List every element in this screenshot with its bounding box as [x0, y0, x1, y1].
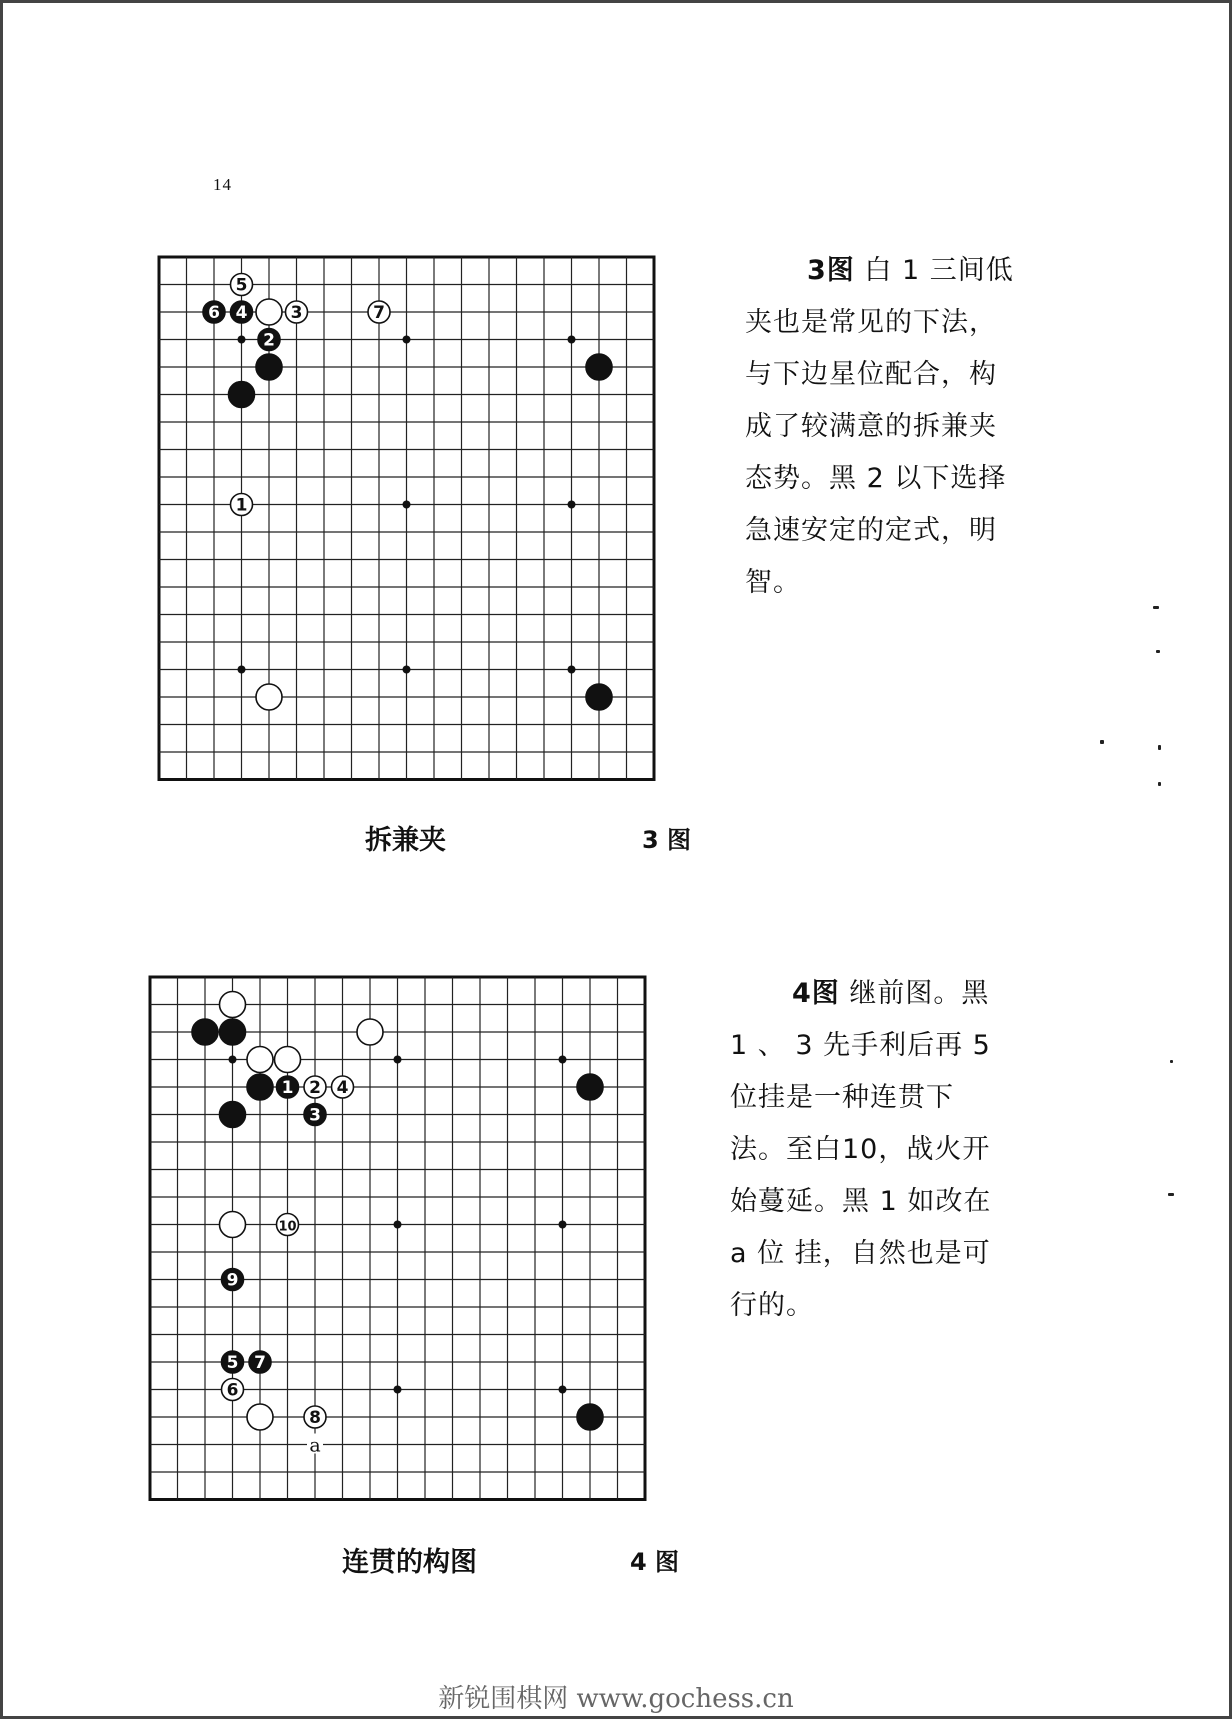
star-point	[568, 666, 576, 674]
star-point	[568, 336, 576, 344]
move-number: 2	[309, 1078, 321, 1098]
figure-caption-4: 连贯的构图	[342, 1547, 477, 1578]
go-board-diagram-4	[146, 973, 694, 1533]
white-stone	[275, 1047, 301, 1073]
move-number: 4	[235, 303, 248, 323]
scan-speck	[1156, 650, 1160, 653]
white-stone	[220, 992, 246, 1018]
black-stone	[220, 1019, 246, 1045]
commentary-lead-3: 3图	[807, 255, 855, 286]
star-point	[559, 1221, 567, 1229]
commentary-body-3: 白 1 三间低夹也是常见的下法，与下边星位配合，构成了较满意的拆兼夹态势。黑 2 以下选择急速安定的定式，明智。	[745, 255, 1014, 598]
white-stone	[247, 1404, 273, 1430]
move-number: 1	[235, 495, 248, 516]
star-point	[394, 1056, 402, 1064]
scan-speck	[1100, 740, 1104, 744]
black-stone	[220, 1102, 246, 1128]
star-point	[403, 666, 411, 674]
black-stone	[247, 1074, 273, 1100]
star-point	[559, 1056, 567, 1064]
move-number: 2	[263, 330, 275, 351]
star-point	[403, 501, 411, 509]
move-number: 6	[208, 303, 220, 323]
move-number: 10	[278, 1219, 297, 1235]
move-number: 7	[254, 1353, 266, 1373]
scan-speck	[1153, 606, 1159, 609]
commentary-body-4: 继前图。黑 1 、 3 先手利后再 5 位挂是一种连贯下法。至白10，战火开始蔓延。黑 1 如改在a 位 挂，自然也是可行的。	[730, 978, 992, 1321]
move-number: 7	[373, 303, 385, 323]
black-stone	[586, 684, 612, 710]
move-number: 1	[281, 1078, 294, 1098]
move-number: 4	[336, 1078, 349, 1098]
commentary-4	[730, 968, 1000, 1332]
black-stone	[229, 382, 255, 408]
commentary-3	[745, 245, 1015, 609]
scan-speck	[1158, 745, 1161, 750]
figure-label-3: 3 图	[642, 826, 692, 854]
white-stone	[220, 1212, 246, 1238]
move-number: 9	[226, 1270, 239, 1291]
star-point	[238, 666, 246, 674]
star-point	[238, 336, 246, 344]
scan-speck	[1168, 1193, 1174, 1196]
white-stone	[247, 1047, 273, 1073]
move-number: 5	[235, 275, 248, 296]
point-label: a	[309, 1434, 321, 1457]
black-stone	[256, 354, 282, 380]
move-number: 3	[290, 303, 303, 323]
white-stone	[256, 684, 282, 710]
black-stone	[192, 1019, 218, 1045]
figure-label-4: 4 图	[630, 1548, 680, 1576]
move-number: 8	[309, 1408, 321, 1428]
star-point	[229, 1056, 237, 1064]
star-point	[394, 1221, 402, 1229]
figure-caption-3: 拆兼夹	[365, 825, 446, 856]
page-number: 14	[213, 175, 232, 194]
star-point	[568, 501, 576, 509]
scan-speck	[1170, 1060, 1173, 1063]
move-number: 3	[309, 1105, 321, 1126]
black-stone	[586, 354, 612, 380]
footer-watermark: 新锐围棋网 www.gochess.cn	[438, 1684, 794, 1714]
move-number: 5	[226, 1353, 239, 1373]
commentary-lead-4: 4图	[792, 978, 840, 1009]
go-board-diagram-3	[155, 253, 703, 813]
move-number: 6	[226, 1380, 239, 1401]
white-stone	[357, 1019, 383, 1045]
star-point	[559, 1386, 567, 1394]
black-stone	[577, 1404, 603, 1430]
white-stone	[256, 299, 282, 325]
scan-speck	[1158, 782, 1161, 786]
star-point	[394, 1386, 402, 1394]
black-stone	[577, 1074, 603, 1100]
star-point	[403, 336, 411, 344]
